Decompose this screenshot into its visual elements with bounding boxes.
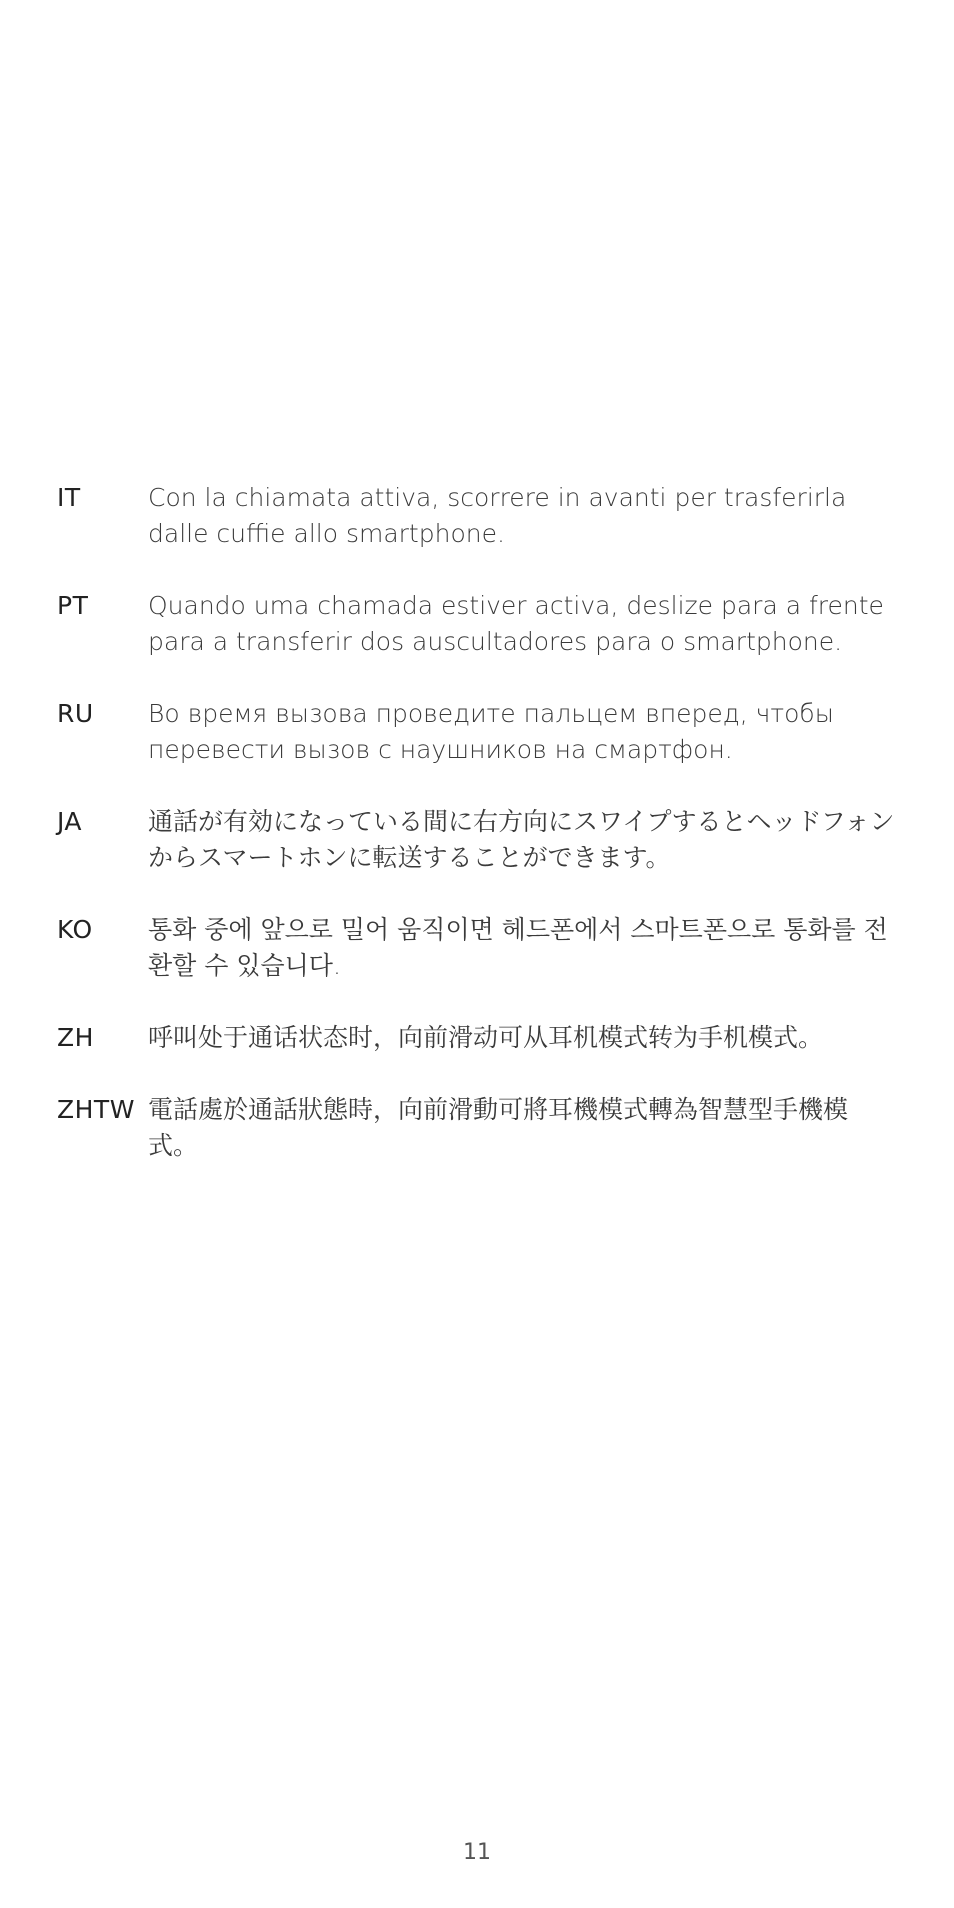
entry-zh xyxy=(57,1020,897,1056)
entry-zhtw xyxy=(57,1092,897,1164)
entry-it xyxy=(57,480,897,552)
instruction-text: 電話處於通話狀態時，向前滑動可將耳機模式轉為智慧型手機模式。 xyxy=(148,1095,849,1160)
language-code: PT xyxy=(57,591,89,620)
entry-ja xyxy=(57,804,897,876)
language-code: JA xyxy=(57,807,83,836)
language-code: RU xyxy=(57,699,94,728)
entry-ru xyxy=(57,696,897,768)
instruction-text: Quando uma chamada estiver activa, deslize para a frente para a transferir dos auscultadores para o smartphone. xyxy=(148,591,884,656)
language-code: ZHTW xyxy=(57,1095,135,1124)
entry-pt xyxy=(57,588,897,660)
page-number: 11 xyxy=(463,1840,491,1865)
language-entries xyxy=(57,480,897,1200)
language-code: ZH xyxy=(57,1023,94,1052)
instruction-text: 通話が有効になっている間に右方向にスワイプするとヘッドフォンからスマートホンに転送することができます。 xyxy=(148,807,895,872)
language-code: KO xyxy=(57,915,93,944)
instruction-text: 呼叫处于通话状态时，向前滑动可从耳机模式转为手机模式。 xyxy=(148,1023,824,1052)
instruction-text: Con la chiamata attiva, scorrere in avanti per trasferirla dalle cuffie allo smartphone. xyxy=(148,483,847,548)
language-code: IT xyxy=(57,483,81,512)
entry-ko xyxy=(57,912,897,984)
instruction-text: 통화 중에 앞으로 밀어 움직이면 헤드폰에서 스마트폰으로 통화를 전환할 수 있습니다. xyxy=(148,915,888,980)
instruction-text: Во время вызова проведите пальцем вперед, чтобы перевести вызов с наушников на смартфон. xyxy=(148,699,834,764)
